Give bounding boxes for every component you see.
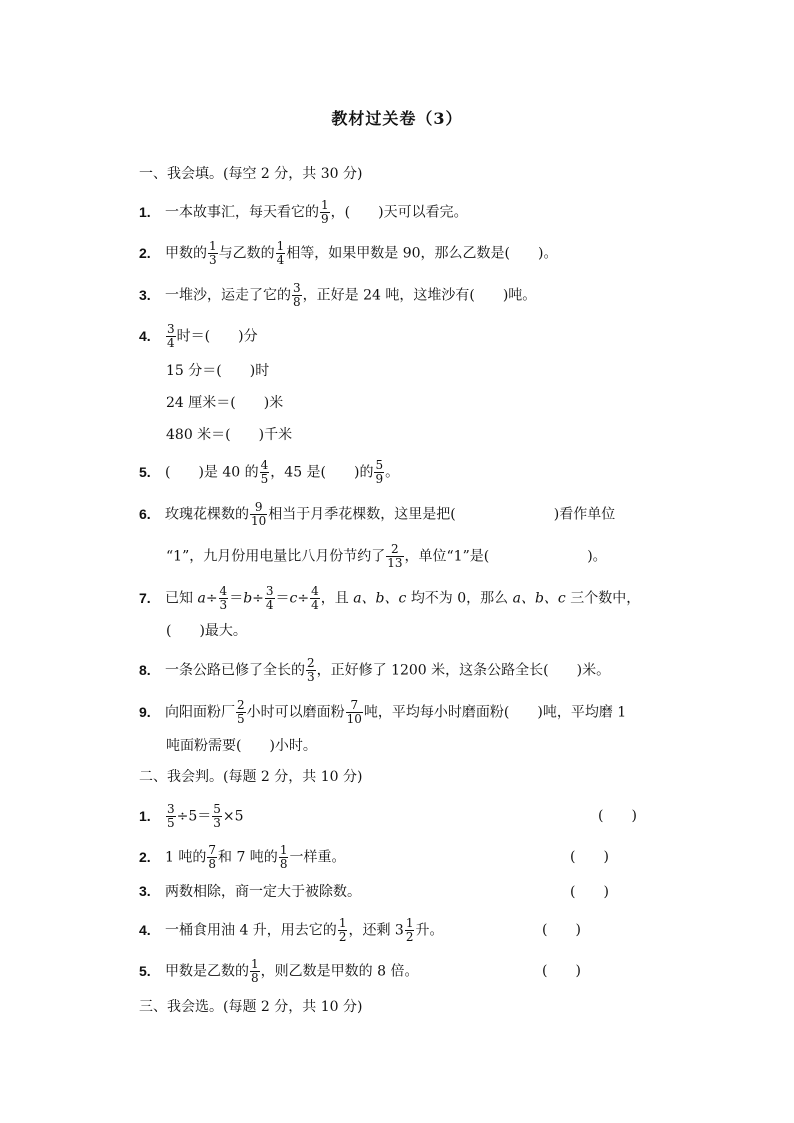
- fraction: $\frac{5}{9}$: [375, 458, 384, 486]
- answer-paren[interactable]: ( ): [542, 922, 581, 938]
- fraction: $\frac{1}{2}$: [405, 916, 414, 944]
- s2-question-3: 3. 两数相除，商一定大于被除数。: [139, 883, 361, 900]
- s1-question-6: 6. 玫瑰花棵数的 $\frac{9}{10}$ 相当于月季花棵数，这里是把( )看作单位: [139, 500, 616, 528]
- fraction: $\frac{7}{10}$: [346, 698, 362, 726]
- s1-question-7-line2: ( )最大。: [166, 623, 247, 639]
- question-number: 2.: [139, 244, 151, 261]
- s2-question-4: 4. 一桶食用油 4 升，用去它的 $\frac{1}{2}$ ，还剩 3 $\frac{1}{2}$ 升。: [139, 916, 444, 944]
- fraction: $\frac{1}{3}$: [209, 239, 217, 267]
- fraction: $\frac{1}{4}$: [276, 239, 285, 267]
- s1-question-4-line4: 480 米＝( )千米: [166, 427, 293, 443]
- fraction: $\frac{4}{5}$: [260, 458, 269, 486]
- answer-paren[interactable]: ( ): [570, 884, 609, 900]
- question-number: 4.: [139, 327, 151, 344]
- fraction: $\frac{1}{8}$: [251, 957, 259, 985]
- s1-question-7: 7. 已知 a÷ $\frac{4}{3}$ ＝b÷ $\frac{3}{4}$ ＝c÷ $\frac{4}{4}$ ，且 a、b、c 均不为 0，那么 a、b、c 三个数中，: [139, 584, 641, 612]
- fraction: $\frac{1}{2}$: [338, 916, 347, 944]
- s1-question-8: 8. 一条公路已修了全长的 $\frac{2}{3}$ ，正好修了 1200 米，这条公路全长( )米。: [139, 656, 611, 684]
- s1-question-4-line2: 15 分＝( )时: [166, 363, 270, 379]
- fraction: $\frac{5}{3}$: [213, 802, 221, 830]
- s1-question-3: 3. 一堆沙，运走了它的 $\frac{3}{8}$ ，正好是 24 吨，这堆沙有( )吨。: [139, 281, 537, 309]
- s1-question-5: 5. ( )是 40 的 $\frac{4}{5}$ ，45 是( )的 $\frac{5}{9}$ 。: [139, 458, 400, 486]
- question-number: 2.: [139, 848, 151, 865]
- question-number: 5.: [139, 463, 151, 480]
- fraction: $\frac{4}{3}$: [219, 584, 228, 612]
- s2-question-5: 5. 甲数是乙数的 $\frac{1}{8}$ ，则乙数是甲数的 8 倍。: [139, 957, 419, 985]
- s1-question-2: 2. 甲数的 $\frac{1}{3}$ 与乙数的 $\frac{1}{4}$ 相等，如果甲数是 90，那么乙数是( )。: [139, 239, 558, 267]
- s1-question-9: 9. 向阳面粉厂 $\frac{2}{5}$ 小时可以磨面粉 $\frac{7}{10}$ 吨，平均每小时磨面粉( )吨，平均磨 1: [139, 698, 627, 726]
- s1-question-4: 4. $\frac{3}{4}$ 时＝( )分: [139, 322, 258, 350]
- question-number: 3.: [139, 883, 151, 899]
- fraction: $\frac{7}{8}$: [208, 843, 216, 871]
- section3-heading: 三、我会选。(每题 2 分，共 10 分): [139, 999, 363, 1015]
- fraction: $\frac{3}{4}$: [265, 584, 274, 612]
- question-number: 9.: [139, 703, 151, 720]
- answer-paren[interactable]: ( ): [570, 849, 609, 865]
- s1-question-4-line3: 24 厘米＝( )米: [166, 395, 284, 411]
- question-number: 5.: [139, 962, 151, 979]
- answer-paren[interactable]: ( ): [598, 808, 637, 824]
- question-number: 1.: [139, 807, 151, 824]
- fraction: $\frac{4}{4}$: [311, 584, 319, 612]
- section1-heading: 一、我会填。(每空 2 分，共 30 分): [139, 166, 363, 182]
- fraction: $\frac{2}{5}$: [237, 698, 245, 726]
- question-number: 3.: [139, 286, 151, 303]
- question-number: 1.: [139, 203, 151, 220]
- question-number: 7.: [139, 589, 151, 606]
- s1-question-1: 1. 一本故事汇，每天看它的 $\frac{1}{9}$ ，( )天可以看完。: [139, 198, 468, 226]
- page-title: 教材过关卷（3）: [331, 109, 463, 128]
- question-number: 6.: [139, 505, 151, 522]
- s1-question-9-line2: 吨面粉需要( )小时。: [166, 738, 317, 754]
- fraction: $\frac{1}{9}$: [321, 198, 329, 226]
- fraction: $\frac{3}{8}$: [293, 281, 301, 309]
- s1-question-6-line2: “1”，九月份用电量比八月份节约了 $\frac{2}{13}$ ，单位“1”是( )。: [166, 542, 607, 570]
- fraction: $\frac{3}{4}$: [167, 322, 175, 350]
- question-number: 4.: [139, 921, 151, 938]
- fraction: $\frac{2}{3}$: [307, 656, 315, 684]
- fraction: $\frac{2}{13}$: [387, 542, 403, 570]
- s2-question-1: 1. $\frac{3}{5}$ ÷5＝ $\frac{5}{3}$ ×5: [139, 802, 244, 830]
- section2-heading: 二、我会判。(每题 2 分，共 10 分): [139, 769, 363, 785]
- answer-paren[interactable]: ( ): [542, 963, 581, 979]
- fraction: $\frac{9}{10}$: [251, 500, 267, 528]
- question-number: 8.: [139, 661, 151, 678]
- fraction: $\frac{3}{5}$: [167, 802, 175, 830]
- s2-question-2: 2. 1 吨的 $\frac{7}{8}$ 和 7 吨的 $\frac{1}{8}$ 一样重。: [139, 843, 346, 871]
- fraction: $\frac{1}{8}$: [279, 843, 288, 871]
